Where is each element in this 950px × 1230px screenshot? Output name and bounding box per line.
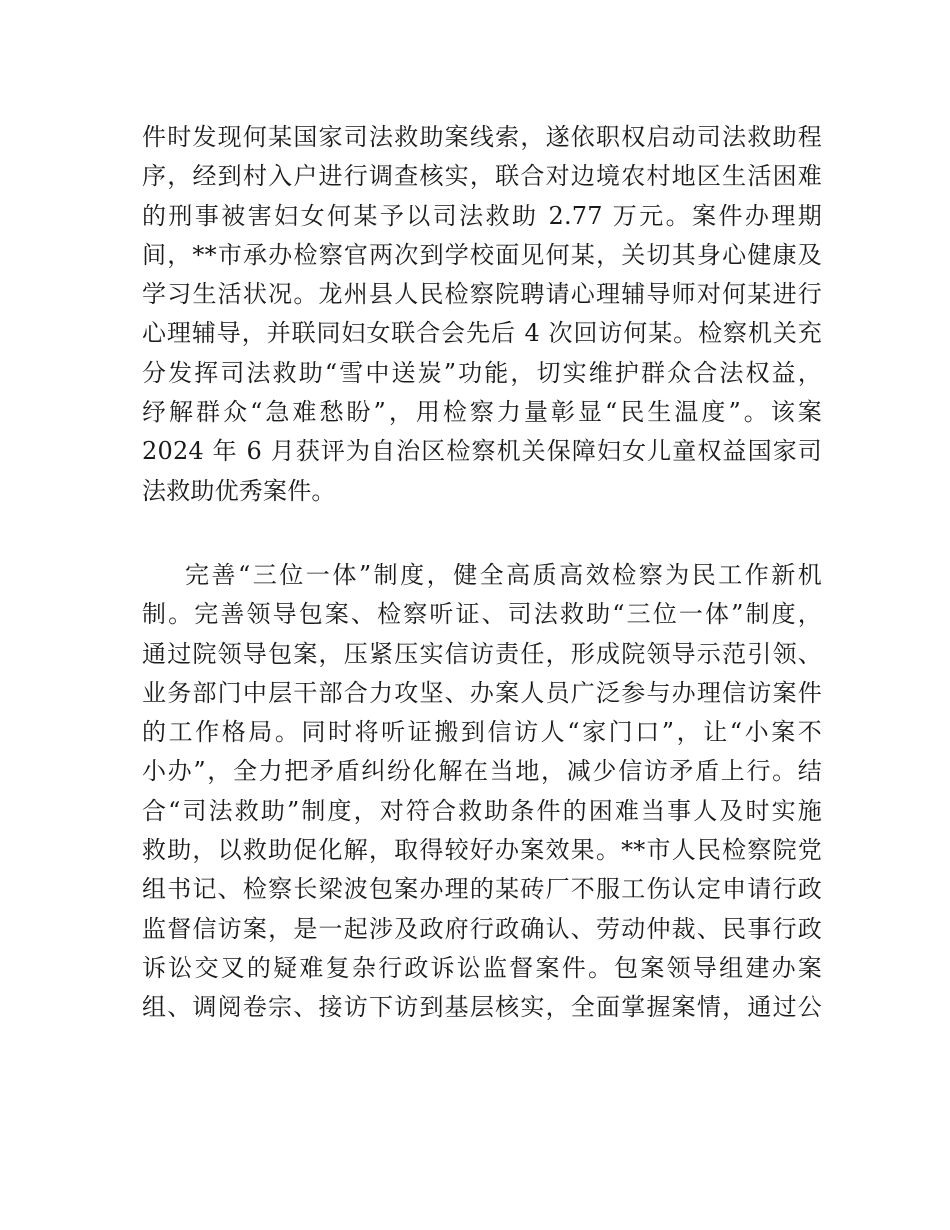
paragraph-line: 纾解群众“急难愁盼”，用检察力量彰显“民生温度”。该案: [142, 398, 822, 427]
paragraph-line: 心理辅导，并联同妇女联合会先后 4 次回访何某。检察机关充: [142, 319, 822, 348]
paragraph-line: 2024 年 6 月获评为自治区检察机关保障妇女儿童权益国家司: [142, 437, 822, 466]
paragraph-line: 组、调阅卷宗、接访下访到基层核实，全面掌握案情，通过公: [142, 993, 822, 1022]
paragraph-line: 间，**市承办检察官两次到学校面见何某，关切其身心健康及: [142, 240, 822, 269]
paragraph-line: 分发挥司法救助“雪中送炭”功能，切实维护群众合法权益，: [142, 358, 822, 387]
paragraph-line: 监督信访案，是一起涉及政府行政确认、劳动仲裁、民事行政: [142, 914, 822, 943]
paragraph-line: 学习生活状况。龙州县人民检察院聘请心理辅导师对何某进行: [142, 280, 822, 309]
paragraph-line: 法救助优秀案件。: [142, 476, 336, 505]
paragraph-line: 业务部门中层干部合力攻坚、办案人员广泛参与办理信访案件: [142, 678, 822, 707]
paragraph-line: 序，经到村入户进行调查核实，联合对边境农村地区生活困难: [142, 162, 822, 191]
paragraph-line: 的工作格局。同时将听证搬到信访人“家门口”，让“小案不: [142, 718, 822, 747]
paragraph-line: 组书记、检察长梁波包案办理的某砖厂不服工伤认定申请行政: [142, 875, 822, 904]
paragraph-line: 通过院领导包案，压紧压实信访责任，形成院领导示范引领、: [142, 639, 822, 668]
paragraph-line: 救助，以救助促化解，取得较好办案效果。**市人民检察院党: [142, 836, 822, 865]
paragraph-1: [142, 118, 822, 511]
paragraph-line: 制。完善领导包案、检察听证、司法救助“三位一体”制度，: [142, 600, 822, 629]
paragraph-line: 件时发现何某国家司法救助案线索，遂依职权启动司法救助程: [142, 123, 822, 151]
paragraph-line: 的刑事被害妇女何某予以司法救助 2.77 万元。案件办理期: [142, 201, 822, 230]
paragraph-2: [142, 556, 822, 1028]
paragraph-line: 诉讼交叉的疑难复杂行政诉讼监督案件。包案领导组建办案: [142, 953, 822, 982]
paragraph-line: 小办”，全力把矛盾纠纷化解在当地，减少信访矛盾上行。结: [142, 757, 822, 786]
paragraph-line: 完善“三位一体”制度，健全高质高效检察为民工作新机: [185, 561, 822, 589]
paragraph-line: 合“司法救助”制度，对符合救助条件的困难当事人及时实施: [142, 796, 822, 825]
